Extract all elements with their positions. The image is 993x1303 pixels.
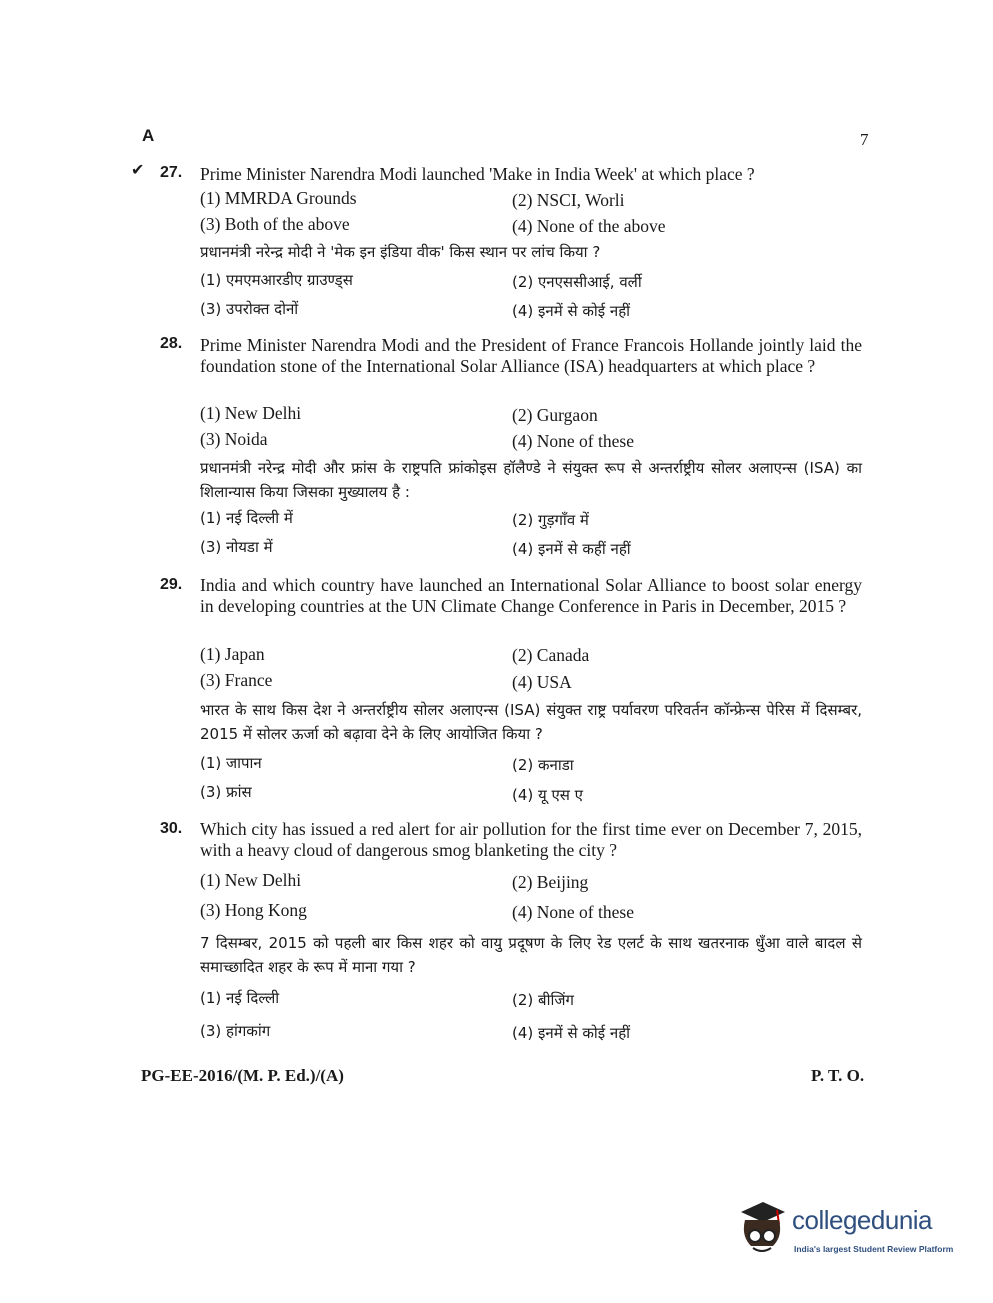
option-hindi: (4) इनमें से कोई नहीं — [512, 1024, 631, 1042]
option-hindi: (4) यू एस ए — [512, 786, 583, 804]
option-hindi: (1) नई दिल्ली — [200, 989, 280, 1007]
option: (4) None of the above — [512, 216, 666, 236]
question-number: 27. — [160, 164, 183, 181]
option-hindi: (1) नई दिल्ली में — [200, 509, 293, 527]
question-text-hindi: प्रधानमंत्री नरेन्द्र मोदी और फ्रांस के राष्ट्रपति फ्रांकोइस हॉलैण्डे ने संयुक्त रूप से अन्तर्राष्ट्रीय सोलर अलाएन्स (ISA) का शिलान्यास किया जिसका मुख्यालय है : — [200, 459, 862, 501]
option-hindi: (3) नोयडा में — [200, 538, 273, 556]
paper-series: A — [142, 126, 155, 145]
option-hindi: (4) इनमें से कहीं नहीं — [512, 540, 631, 558]
option: (3) France — [200, 670, 273, 690]
paper-code: PG-EE-2016/(M. P. Ed.)/(A) — [141, 1066, 344, 1085]
option: (2) Gurgaon — [512, 405, 598, 425]
option-hindi: (2) कनाडा — [512, 756, 574, 774]
option: (4) None of these — [512, 431, 634, 451]
option: (1) New Delhi — [200, 870, 302, 890]
question-number: 29. — [160, 576, 183, 593]
option: (3) Both of the above — [200, 214, 350, 234]
question-text: Prime Minister Narendra Modi launched 'Make in India Week' at which place ? — [200, 164, 755, 184]
option: (4) None of these — [512, 902, 634, 922]
option-hindi: (2) गुड़गाँव में — [512, 511, 589, 529]
option: (1) New Delhi — [200, 403, 302, 423]
question-number: 30. — [160, 820, 183, 837]
option-hindi: (3) उपरोक्त दोनों — [200, 300, 299, 318]
option: (1) MMRDA Grounds — [200, 188, 357, 208]
option: (4) USA — [512, 672, 572, 692]
question-text: Which city has issued a red alert for air pollution for the first time ever on December 7, 2015, with a heavy cloud of dangerous smog blanketing the city ? — [200, 819, 862, 860]
brand-tagline: India's largest Student Review Platform — [794, 1244, 954, 1254]
brand-name: collegedunia — [792, 1205, 933, 1235]
question-text-hindi: भारत के साथ किस देश ने अन्तर्राष्ट्रीय सोलर अलाएन्स (ISA) संयुक्त राष्ट्र पर्यावरण परिवर्तन कॉन्फ्रेन्स पेरिस में दिसम्बर, 2015 में सोलर ऊर्जा को बढ़ावा देने के लिए आयोजित किया ? — [200, 701, 862, 743]
student-mascot-icon — [733, 1196, 793, 1260]
option-hindi: (2) एनएससीआई, वर्ली — [512, 273, 642, 291]
option-hindi: (3) हांगकांग — [200, 1022, 271, 1040]
option: (2) Beijing — [512, 872, 589, 892]
page-number: 7 — [860, 130, 869, 149]
option-hindi: (4) इनमें से कोई नहीं — [512, 302, 631, 320]
question-text-hindi: प्रधानमंत्री नरेन्द्र मोदी ने 'मेक इन इंडिया वीक' किस स्थान पर लांच किया ? — [200, 243, 601, 261]
option-hindi: (3) फ्रांस — [200, 783, 252, 801]
tick-mark: ✔ — [131, 160, 145, 179]
option: (2) NSCI, Worli — [512, 190, 625, 210]
option: (3) Hong Kong — [200, 900, 307, 920]
option-hindi: (2) बीजिंग — [512, 991, 574, 1009]
option-hindi: (1) एमएमआरडीए ग्राउण्ड्स — [200, 271, 353, 289]
question-text: Prime Minister Narendra Modi and the President of France Francois Hollande jointly laid the foundation stone of the International Solar Alliance (ISA) headquarters at which place ? — [200, 335, 862, 376]
question-text: India and which country have launched an International Solar Alliance to boost solar energy in developing countries at the UN Climate Change Conference in Paris in December, 2015 ? — [200, 575, 862, 616]
option-hindi: (1) जापान — [200, 754, 262, 772]
option: (1) Japan — [200, 644, 265, 664]
option: (2) Canada — [512, 645, 590, 665]
question-number: 28. — [160, 335, 183, 352]
question-text-hindi: 7 दिसम्बर, 2015 को पहली बार किस शहर को वायु प्रदूषण के लिए रेड एलर्ट के साथ खतरनाक धुँआ वाले बादल से समाच्छादित शहर के रूप में माना गया ? — [200, 934, 862, 976]
please-turn-over: P. T. O. — [811, 1066, 865, 1085]
option: (3) Noida — [200, 429, 268, 449]
